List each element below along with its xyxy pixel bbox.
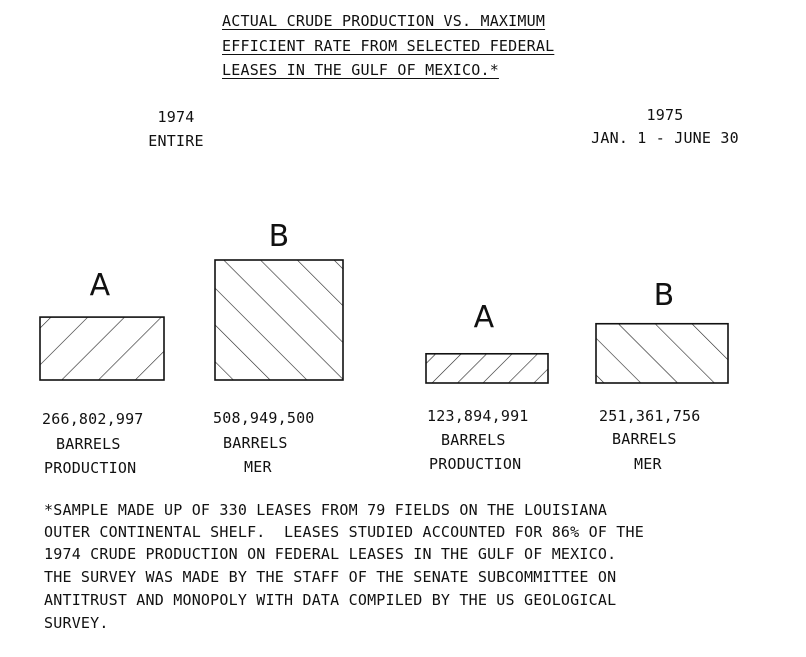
footnote-line-3: 1974 CRUDE PRODUCTION ON FEDERAL LEASES IN THE GULF OF MEXICO.	[44, 545, 617, 563]
bar-1974-b	[215, 260, 343, 380]
chart-title-line-3: LEASES IN THE GULF OF MEXICO.*	[222, 61, 499, 79]
chart-title-line-2: EFFICIENT RATE FROM SELECTED FEDERAL	[222, 37, 555, 55]
bar-1974-a-value: 266,802,997	[42, 410, 144, 428]
footnote-line-1: *SAMPLE MADE UP OF 330 LEASES FROM 79 FIELDS ON THE LOUISIANA	[44, 501, 608, 519]
bar-1974-b-letter: B	[268, 219, 290, 254]
bar-1975-a-letter: A	[473, 300, 495, 335]
bar-1974-b-value: 508,949,500	[213, 409, 315, 427]
bar-1974-a-letter: A	[89, 268, 111, 303]
bar-1975-a-unit: BARRELS	[441, 431, 506, 449]
bar-1975-b-letter: B	[653, 278, 675, 313]
bar-1974-a-kind: PRODUCTION	[44, 459, 137, 477]
bar-1975-a-value: 123,894,991	[427, 407, 529, 425]
period-1975-detail: JAN. 1 - JUNE 30	[591, 129, 739, 147]
chart-title-line-1: ACTUAL CRUDE PRODUCTION VS. MAXIMUM	[222, 12, 546, 30]
period-1975-label: 1975	[646, 106, 684, 124]
footnote-line-5: ANTITRUST AND MONOPOLY WITH DATA COMPILED BY THE US GEOLOGICAL	[44, 591, 617, 609]
bar-1974-a-unit: BARRELS	[56, 435, 121, 453]
bar-1974-b-kind: MER	[244, 458, 272, 476]
bar-1974-a	[40, 317, 164, 380]
period-1974-detail: ENTIRE	[148, 132, 204, 150]
footnote-line-4: THE SURVEY WAS MADE BY THE STAFF OF THE SENATE SUBCOMMITTEE ON	[44, 568, 617, 586]
bar-1975-a-kind: PRODUCTION	[429, 455, 522, 473]
bar-1975-b-unit: BARRELS	[612, 430, 677, 448]
bar-1975-b-kind: MER	[634, 455, 662, 473]
period-1974-label: 1974	[157, 108, 195, 126]
bar-1975-b	[596, 324, 728, 383]
footnote-line-6: SURVEY.	[44, 614, 109, 632]
bar-1974-b-unit: BARRELS	[223, 434, 288, 452]
bar-1975-b-value: 251,361,756	[599, 407, 701, 425]
bar-1975-a	[426, 354, 548, 383]
footnote-line-2: OUTER CONTINENTAL SHELF. LEASES STUDIED ACCOUNTED FOR 86% OF THE	[44, 523, 644, 541]
